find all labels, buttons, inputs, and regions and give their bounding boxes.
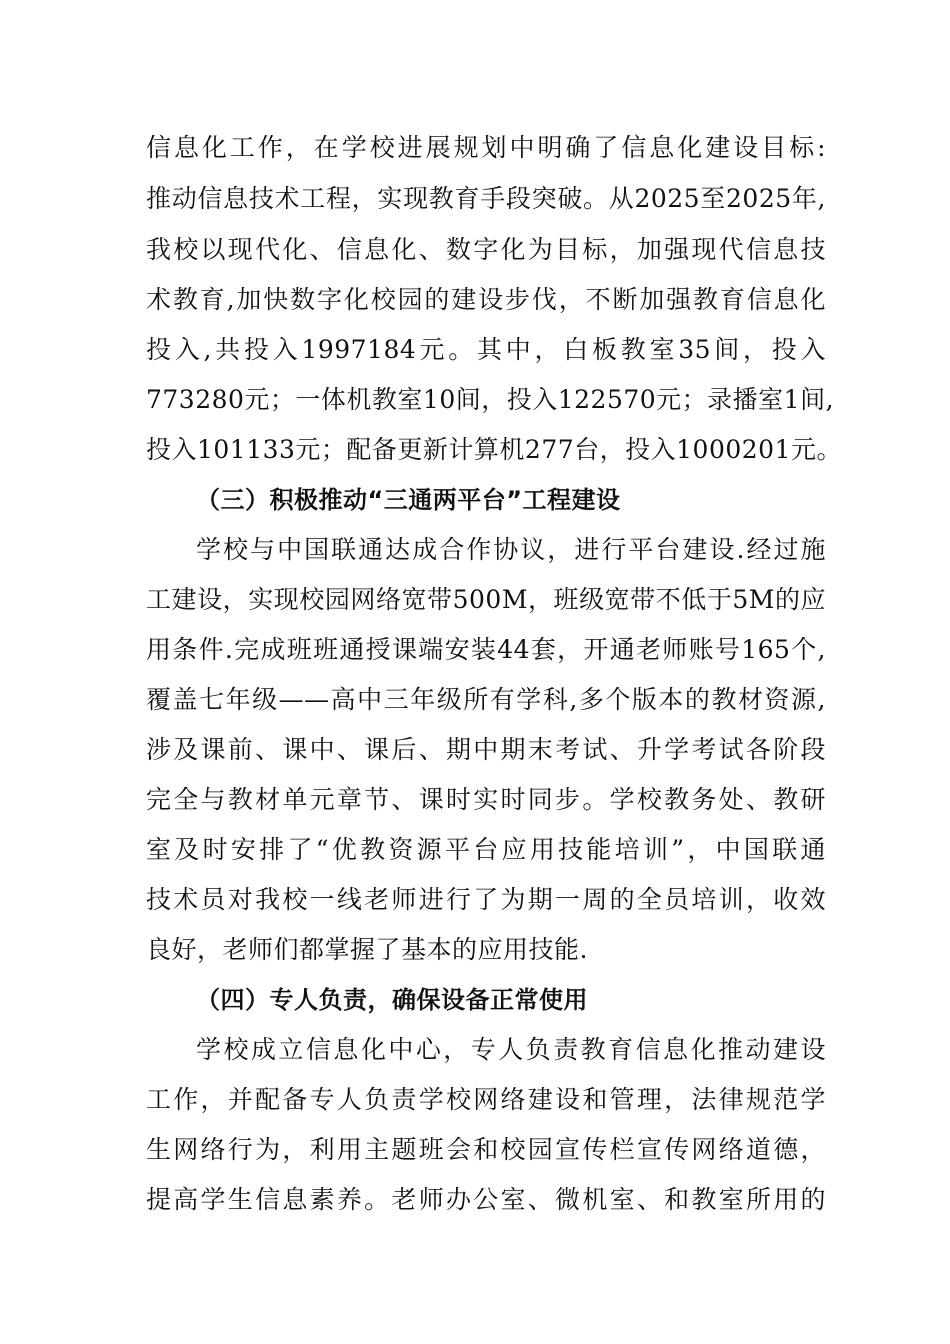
paragraph-line: 涉及课前、课中、课后、期中期末考试、升学考试各阶段: [146, 735, 826, 764]
paragraph-line: 推动信息技术工程，实现教育手段突破。从2025至2025年,: [146, 184, 826, 213]
section-heading: （三）积极推动“三通两平台”工程建设: [196, 486, 621, 514]
paragraph-line: 773280元；一体机教室10间，投入122570元；录播室1间,: [146, 385, 835, 414]
paragraph-line: 信息化工作，在学校进展规划中明确了信息化建设目标:: [146, 133, 826, 162]
paragraph-line: 用条件.完成班班通授课端安装44套，开通老师账号165个,: [146, 635, 826, 664]
paragraph-line: 术教育,加快数字化校园的建设步伐，不断加强教育信息化: [146, 285, 826, 314]
paragraph-line: 技术员对我校一线老师进行了为期一周的全员培训，收效: [146, 885, 826, 914]
paragraph-line: 覆盖七年级——高中三年级所有学科,多个版本的教材资源,: [146, 685, 826, 714]
paragraph-line: 生网络行为，利用主题班会和校园宣传栏宣传网络道德，: [146, 1135, 826, 1164]
paragraph-line: 投入,共投入1997184元。其中，白板教室35间，投入: [146, 335, 826, 364]
paragraph-line: 工作，并配备专人负责学校网络建设和管理，法律规范学: [146, 1085, 826, 1114]
paragraph-line: 学校成立信息化中心，专人负责教育信息化推动建设: [196, 1035, 826, 1064]
paragraph-line: 完全与教材单元章节、课时实时同步。学校教务处、教研: [146, 785, 826, 814]
paragraph-line: 室及时安排了“优教资源平台应用技能培训”，中国联通: [146, 835, 826, 864]
paragraph-line: 良好，老师们都掌握了基本的应用技能.: [146, 935, 588, 964]
paragraph-line: 提高学生信息素养。老师办公室、微机室、和教室所用的: [146, 1185, 826, 1214]
paragraph-line: 工建设，实现校园网络宽带500M，班级宽带不低于5M的应: [146, 585, 826, 614]
paragraph-line: 学校与中国联通达成合作协议，进行平台建设.经过施: [196, 535, 826, 564]
paragraph-line: 投入101133元；配备更新计算机277台，投入1000201元。: [146, 435, 842, 464]
paragraph-line: 我校以现代化、信息化、数字化为目标，加强现代信息技: [146, 235, 826, 264]
section-heading: （四）专人负责，确保设备正常使用: [196, 986, 588, 1014]
